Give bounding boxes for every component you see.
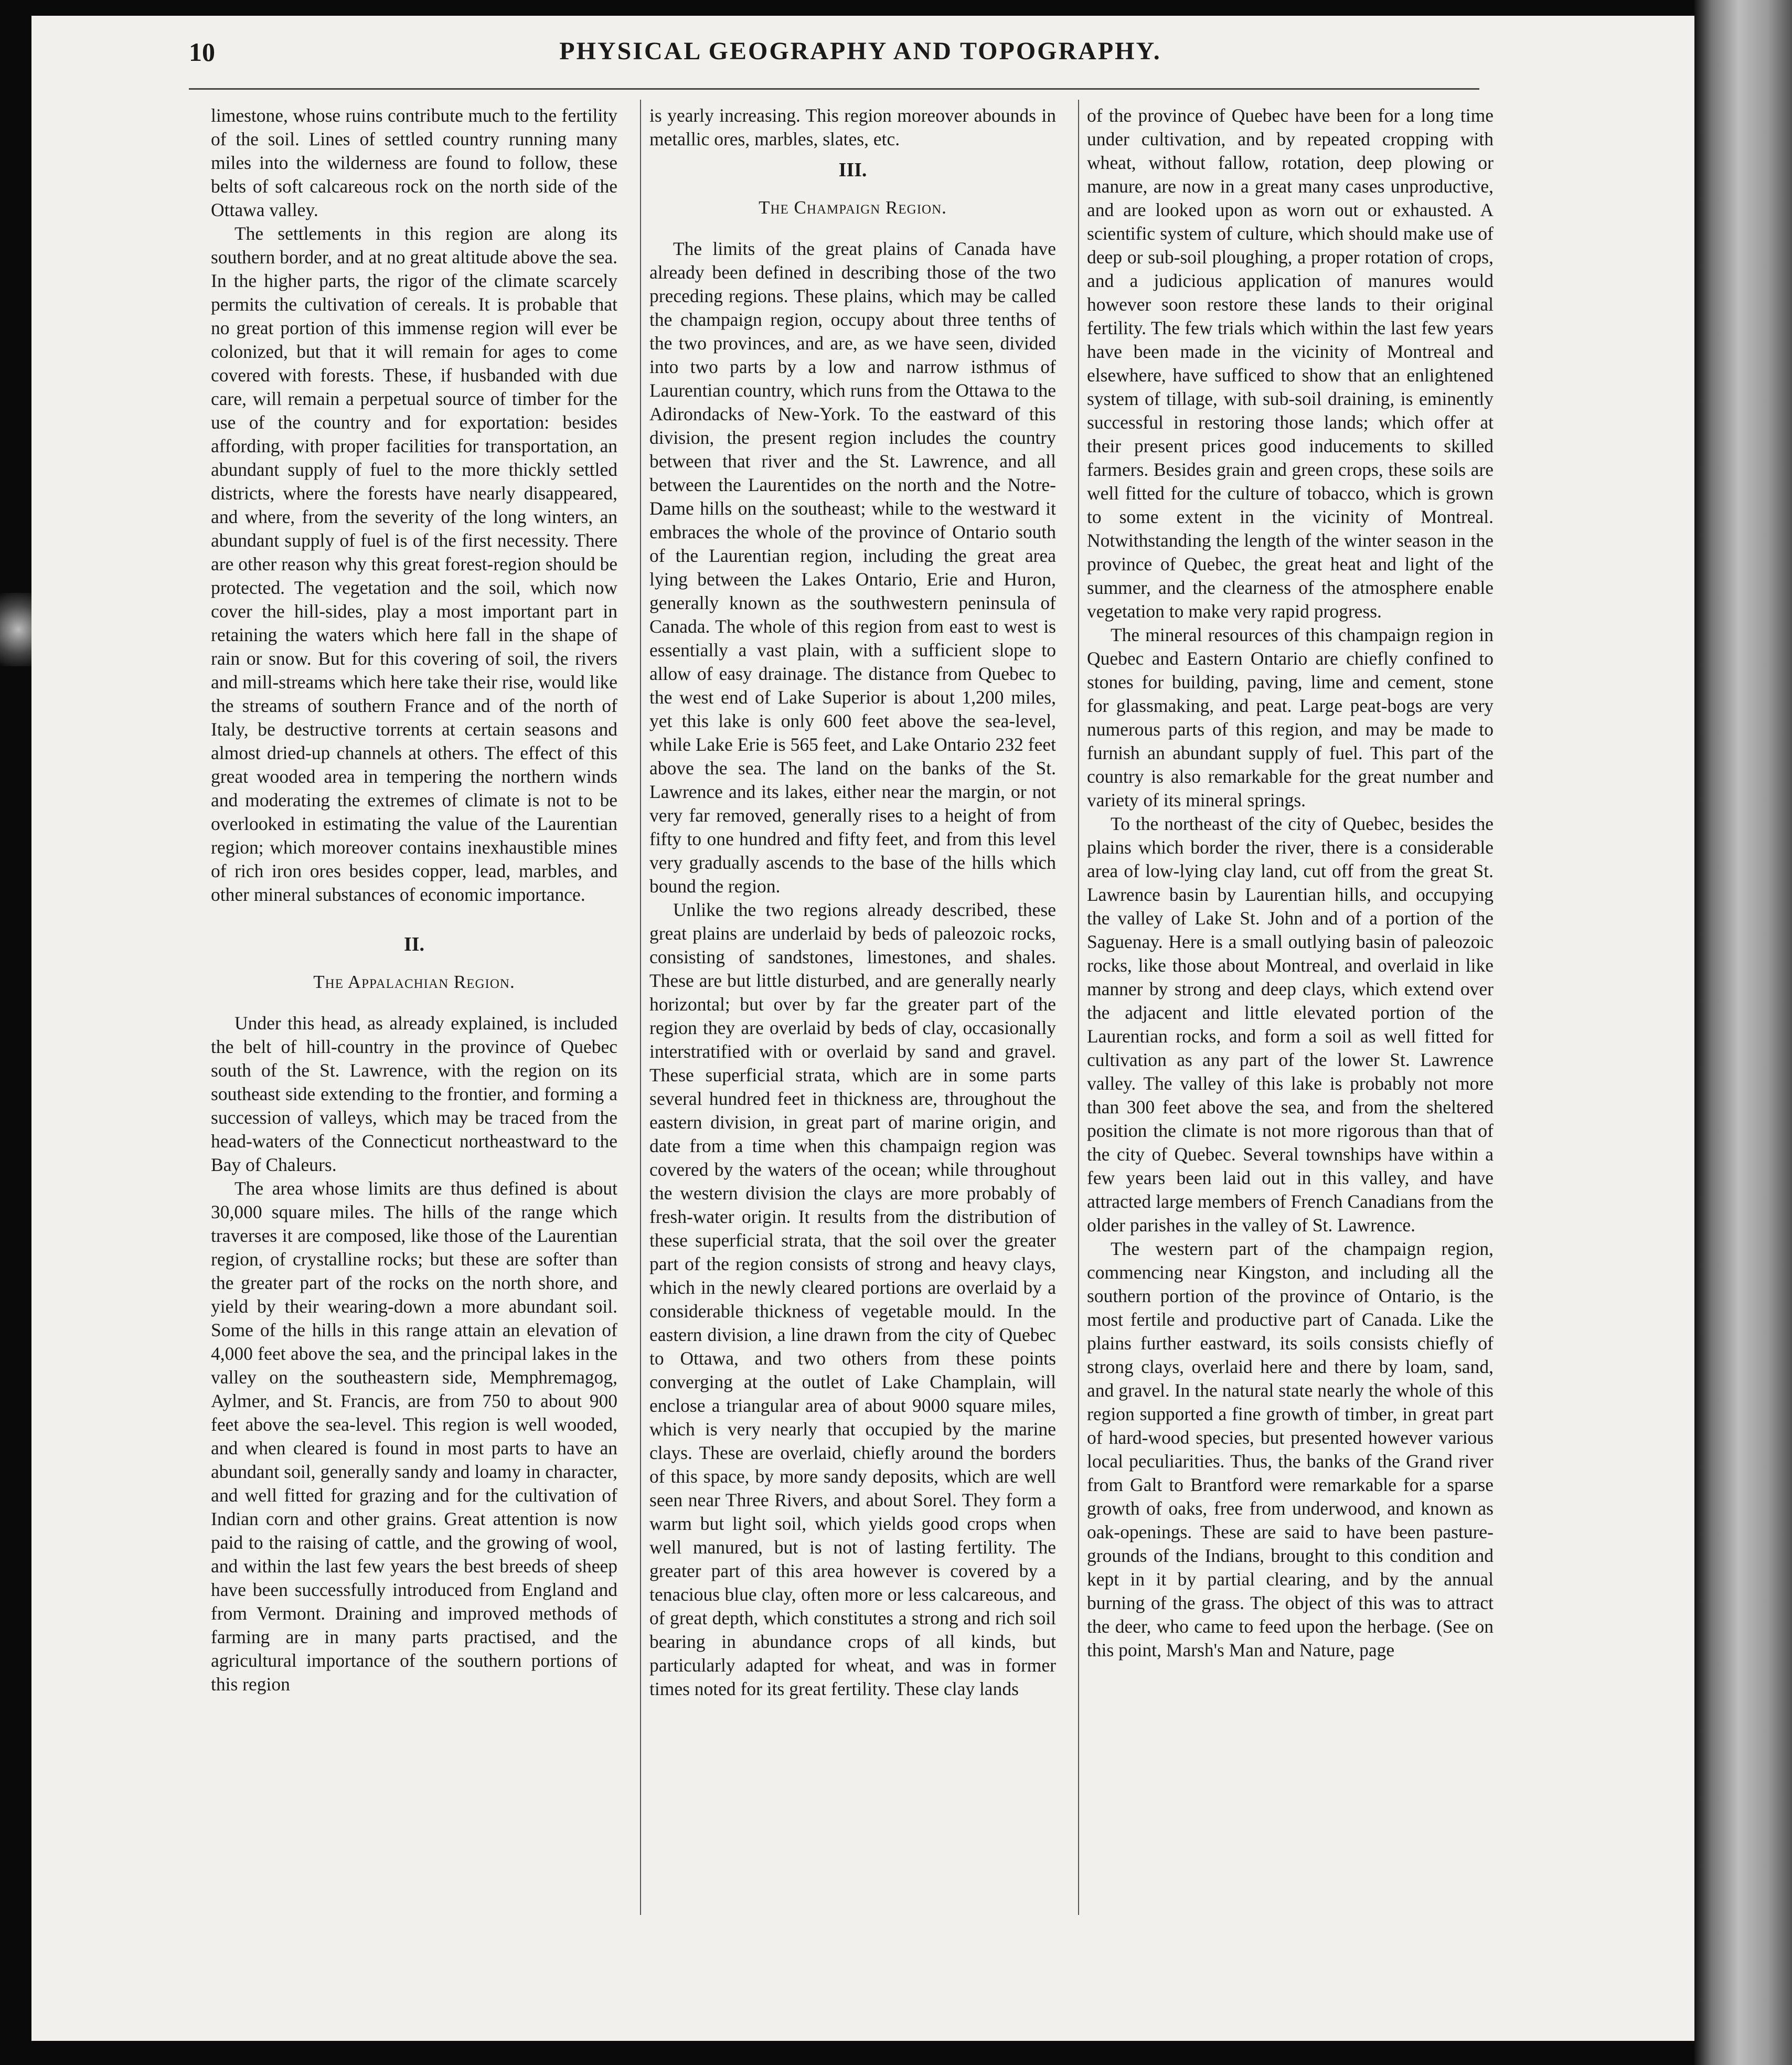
paragraph: The western part of the champaign region, commencing near Kingston, and including all the southern portion of the province of Ontario, is the most fertile and productive part of Canada. Like the plains further eastward, its soils consists chiefly of strong clays, overlaid here and there by loam, sand, and gravel. In the natural state nearly the whole of this region supported a fine growth of timber, in great part of hard-wood species, but presented however various local peculiarities. Thus, the banks of the Grand river from Galt to Brantford were remarkable for a sparse growth of oaks, free from underwood, and known as oak-openings. These are said to have been pasture-grounds of the Indians, brought to this condition and kept in it by partial clearing, and by the annual burning of the grass. The object of this was to attract the deer, who came to feed upon the herbage. (See on this point, Marsh's Man and Nature, page — [1087, 1238, 1494, 1660]
column-rule-2 — [1078, 100, 1079, 1915]
page-header — [189, 25, 1532, 83]
text-column-1 — [211, 104, 617, 1696]
section-title: The Appalachian Region. — [313, 972, 515, 992]
paragraph: The area whose limits are thus defined is about 30,000 square miles. The hills of the range which traverses it are composed, like those of the Laurentian region, of crystalline rocks; but these are softer than the greater part of the rocks on the north shore, and yield by their wearing-down a more abundant soil. Some of the hills in this range attain an elevation of 4,000 feet above the sea, and the principal lakes in the valley on the southeastern side, Memphremagog, Aylmer, and St. Francis, are from 750 to about 900 feet above the sea-level. This region is well wooded, and when cleared is found in most parts to have an abundant soil, generally sandy and loamy in character, and well fitted for grazing and for the cultivation of Indian corn and other grains. Great attention is now paid to the raising of cattle, and the growing of wool, and within the last few years the best breeds of sheep have been successfully introduced from England and from Vermont. Draining and improved methods of farming are in many parts practised, and the agricultural importance of the southern portions of this region — [211, 1178, 617, 1695]
paragraph: of the province of Quebec have been for a long time under cultivation, and by repeated cropping with wheat, without fallow, rotation, deep plowing or manure, are now in a great many cases unproductive, and are looked upon as worn out or exhausted. A scientific system of culture, which should make use of deep or sub-soil ploughing, a proper rotation of crops, and a judicious application of manures would however soon restore these lands to their original fertility. The few trials which within the last few years have been made in the vicinity of Montreal and elsewhere, have sufficed to show that an enlightened system of tillage, with sub-soil draining, is eminently successful in restoring those lands; which offer at their present prices good inducements to skilled farmers. Besides grain and green crops, these soils are well fitted for the culture of tobacco, which is grown to some extent in the vicinity of Montreal. Notwithstanding the length of the winter season in the province of Quebec, the great heat and light of the summer, and the clearness of the atmosphere enable vegetation to make very rapid progress. — [1087, 105, 1494, 622]
section-title: The Champaign Region. — [759, 197, 947, 218]
text-column-2 — [649, 104, 1056, 1701]
paragraph: Unlike the two regions already described, these great plains are underlaid by beds of paleozoic rocks, consisting of sandstones, limestones, and shales. These are but little disturbed, and are generally nearly horizontal; but over by far the greater part of the region they are overlaid by beds of clay, occasionally interstratified with or overlaid by sand and gravel. These superficial strata, which are in some parts several hundred feet in thickness are, throughout the eastern division, in great part of marine origin, and date from a time when this champaign region was covered by the waters of the ocean; while throughout the western division the clays are more probably of fresh-water origin. It results from the distribution of these superficial strata, that the soil over the greater part of the region consists of strong and heavy clays, which in the newly cleared portions are overlaid by a considerable thickness of vegetable mould. In the eastern division, a line drawn from the city of Quebec to Ottawa, and two others from these points converging at the outlet of Lake Champlain, will enclose a triangular area of about 9000 square miles, which is very nearly that occupied by the marine clays. These are overlaid, chiefly around the borders of this space, by more sandy deposits, which are well seen near Three Rivers, and about Sorel. They form a warm but light soil, which yields good crops when well manured, but is not of lasting fertility. The greater part of this area however is covered by a tenacious blue clay, often more or less calcareous, and of great depth, which constitutes a strong and rich soil bearing in abundance crops of all kinds, but particularly adapted for wheat, and was in former times noted for its great fertility. These clay lands — [649, 899, 1056, 1699]
paragraph: limestone, whose ruins contribute much to the fertility of the soil. Lines of settled country running many miles into the wilderness are found to follow, these belts of soft calcareous rock on the north side of the Ottawa valley. — [211, 105, 617, 220]
column-rule-1 — [640, 100, 641, 1915]
running-title: PHYSICAL GEOGRAPHY AND TOPOGRAPHY. — [559, 37, 1161, 65]
paragraph: Under this head, as already explained, is included the belt of hill-country in the province of Quebec south of the St. Lawrence, with the region on its southeast side extending to the frontier, and forming a succession of valleys, which may be traced from the head-waters of the Connecticut northeastward to the Bay of Chaleurs. — [211, 1013, 617, 1175]
header-rule — [189, 88, 1479, 90]
section-number: II. — [403, 933, 425, 955]
scan-binding-shadow — [1694, 0, 1792, 2065]
paragraph: The limits of the great plains of Canada have already been defined in describing those of the two preceding regions. These plains, which may be called the champaign region, occupy about three tenths of the two provinces, and are, as we have seen, divided into two parts by a low and narrow isthmus of Laurentian country, which runs from the Ottawa to the Adirondacks of New-York. To the eastward of this division, the present region includes the country between that river and the St. Lawrence, and all between the Laurentides on the north and the Notre-Dame hills on the southeast; while to the westward it embraces the whole of the province of Ontario south of the Laurentian region, including the great area lying between the Lakes Ontario, Erie and Huron, generally known as the southwestern peninsula of Canada. The whole of this region from east to west is essentially a vast plain, with a sufficient slope to allow of easy drainage. The distance from Quebec to the west end of Lake Superior is about 1,200 miles, yet this lake is only 600 feet above the sea-level, while Lake Erie is 565 feet, and Lake Ontario 232 feet above the sea. The land on the banks of the St. Lawrence and its lakes, either near the margin, or not very far removed, generally rises to a height of from fifty to one hundred and fifty feet, and from this level very gradually ascends to the base of the hills which bound the region. — [649, 238, 1056, 897]
paragraph: To the northeast of the city of Quebec, besides the plains which border the river, there is a considerable area of low-lying clay land, cut off from the great St. Lawrence basin by Laurentian hills, and occupying the valley of Lake St. John and of a portion of the Saguenay. Here is a small outlying basin of paleozoic rocks, like those about Montreal, and overlaid in like manner by strong and deep clays, which extend over the adjacent and little elevated portion of the Laurentian rocks, and form a soil as well fitted for cultivation as any part of the lower St. Lawrence valley. The valley of this lake is probably not more than 300 feet above the sea, and from the sheltered position the climate is not more rigorous than that of the city of Quebec. Several townships have within a few years been laid out in this valley, and have attracted large members of French Canadians from the older parishes in the valley of St. Lawrence. — [1087, 813, 1494, 1236]
paragraph: is yearly increasing. This region moreover abounds in metallic ores, marbles, slates, etc. — [649, 105, 1056, 150]
paragraph: The settlements in this region are along its southern border, and at no great altitude above the sea. In the higher parts, the rigor of the climate scarcely permits the cultivation of cereals. It is probable that no great portion of this immense region will ever be colonized, but that it will remain for ages to come covered with forests. These, if husbanded with due care, will remain a perpetual source of timber for the use of the country and for exportation: besides affording, with proper facilities for transportation, an abundant supply of fuel to the more thickly settled districts, where the forests have nearly disappeared, and where, from the severity of the long winters, an abundant supply of fuel is of the first necessity. There are other reason why this great forest-region should be protected. The vegetation and the soil, which now cover the hill-sides, play a most important part in retaining the waters which here fall in the shape of rain or snow. But for this covering of soil, the rivers and mill-streams which here take their rise, would like the streams of southern France and of the north of Italy, be destructive torrents at certain seasons and almost dried-up channels at others. The effect of this great wooded area in tempering the northern winds and moderating the extremes of climate is not to be overlooked in estimating the value of the Laurentian region; which moreover contains inexhaustible mines of rich iron ores besides copper, lead, marbles, and other mineral substances of economic importance. — [211, 223, 617, 905]
paragraph: The mineral resources of this champaign region in Quebec and Eastern Ontario are chiefly confined to stones for building, paving, lime and cement, stone for glassmaking, and peat. Large peat-bogs are very numerous parts of this region, and may be made to furnish an abundant supply of fuel. This part of the country is also remarkable for the great number and variety of its mineral springs. — [1087, 624, 1494, 811]
page-number: 10 — [189, 37, 215, 67]
text-column-3 — [1087, 104, 1494, 1662]
section-number: III. — [838, 159, 867, 181]
